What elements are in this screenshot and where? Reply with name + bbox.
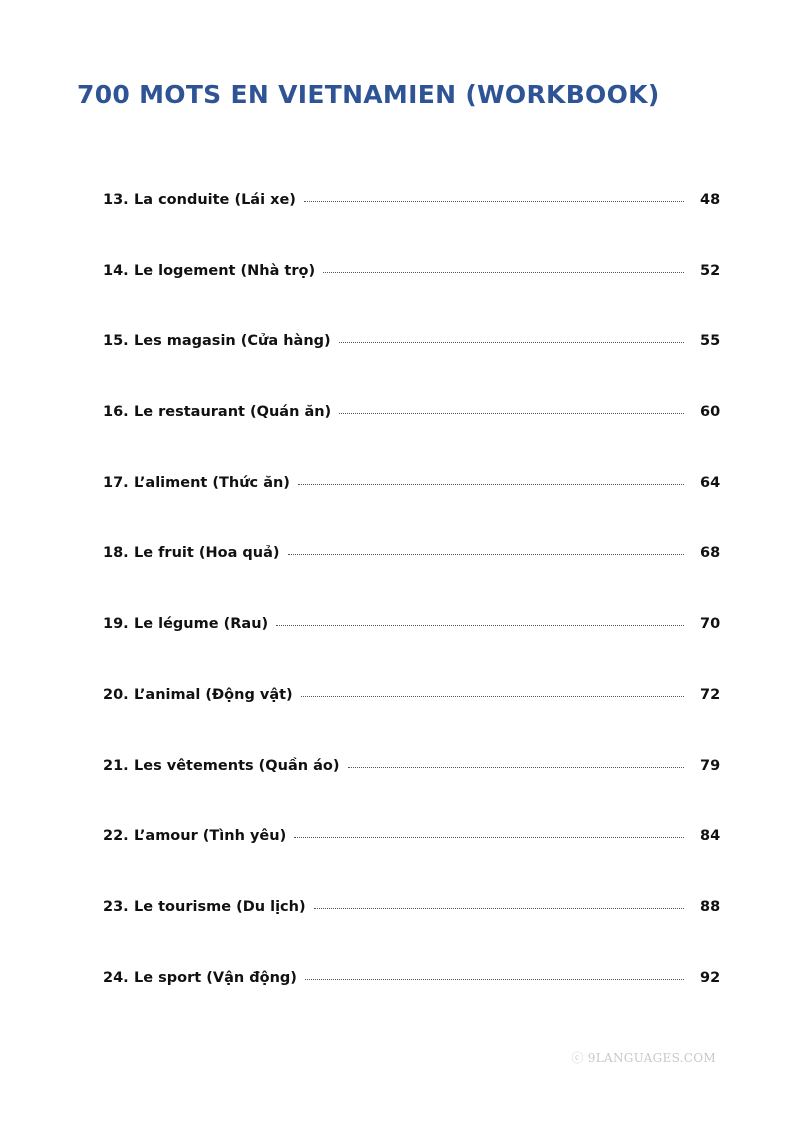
toc-entry-page: 60 <box>700 404 721 421</box>
toc-entry-page: 68 <box>700 545 721 562</box>
toc-entry-label: Le fruit (Hoa quả) <box>134 545 280 562</box>
toc-entry-page: 70 <box>700 616 721 633</box>
toc-entry-number: 14. <box>103 262 129 279</box>
toc-entry-page: 88 <box>700 898 721 915</box>
dot-leader <box>301 696 684 697</box>
toc-entry-page: 92 <box>700 969 721 986</box>
toc-entry-number: 21. <box>103 757 129 774</box>
toc-entry-page: 55 <box>700 333 721 350</box>
toc-entry[interactable] <box>103 262 721 334</box>
dot-leader <box>339 342 684 343</box>
toc-entry[interactable] <box>103 545 721 616</box>
toc-entry[interactable] <box>103 474 721 546</box>
dot-leader <box>348 767 685 768</box>
dot-leader <box>288 554 684 555</box>
toc-entry-label: Le sport (Vận động) <box>134 969 297 986</box>
dot-leader <box>314 908 684 909</box>
toc-entry-label: L’animal (Động vật) <box>134 686 293 703</box>
toc-entry-label: Le tourisme (Du lịch) <box>134 898 306 915</box>
dot-leader <box>298 484 684 485</box>
toc-entry-number: 19. <box>103 616 129 633</box>
toc-entry-number: 13. <box>103 192 129 208</box>
toc-entry-number: 24. <box>103 969 129 986</box>
toc-entry-page: 52 <box>700 262 721 279</box>
toc-entry-number: 17. <box>103 474 129 491</box>
toc-entry-label: Le légume (Rau) <box>134 616 269 633</box>
toc-entry-number: 20. <box>103 686 129 703</box>
toc-entry-page: 48 <box>700 192 721 208</box>
toc-entry-number: 22. <box>103 828 129 845</box>
toc-entry-number: 18. <box>103 545 129 562</box>
toc-entry[interactable] <box>103 969 721 1041</box>
toc-entry-label: La conduite (Lái xe) <box>134 192 296 208</box>
toc-entry-number: 15. <box>103 333 129 350</box>
toc-entry-label: L’amour (Tình yêu) <box>134 828 287 845</box>
toc-entry-label: Les magasin (Cửa hàng) <box>134 333 331 350</box>
toc-entry[interactable] <box>103 828 721 899</box>
toc-entry[interactable] <box>103 757 721 829</box>
toc-entry[interactable] <box>103 192 721 263</box>
toc-entry-page: 84 <box>700 828 721 845</box>
toc-entry[interactable] <box>103 333 721 404</box>
copyright-watermark: ⓒ 9LANGUAGES.COM <box>571 1051 716 1065</box>
toc-entry-page: 79 <box>700 757 721 774</box>
toc-entry[interactable] <box>103 686 721 758</box>
toc-entry-label: Les vêtements (Quần áo) <box>134 757 340 774</box>
dot-leader <box>323 272 684 273</box>
dot-leader <box>294 837 684 838</box>
toc-entry[interactable] <box>103 404 721 475</box>
toc-entry[interactable] <box>103 616 721 687</box>
dot-leader <box>304 201 684 202</box>
toc-entry-label: Le logement (Nhà trọ) <box>134 262 316 279</box>
toc-entry-label: Le restaurant (Quán ăn) <box>134 404 332 421</box>
dot-leader <box>305 979 684 980</box>
toc-entry[interactable] <box>103 898 721 970</box>
page-title: 700 MOTS EN VIETNAMIEN (WORKBOOK) <box>77 80 660 109</box>
toc-entry-page: 64 <box>700 474 721 491</box>
dot-leader <box>276 625 684 626</box>
dot-leader <box>339 413 684 414</box>
toc-entry-page: 72 <box>700 686 721 703</box>
toc-entry-label: L’aliment (Thức ăn) <box>134 474 290 491</box>
toc-entry-number: 16. <box>103 404 129 421</box>
table-of-contents <box>103 192 721 1040</box>
toc-entry-number: 23. <box>103 898 129 915</box>
